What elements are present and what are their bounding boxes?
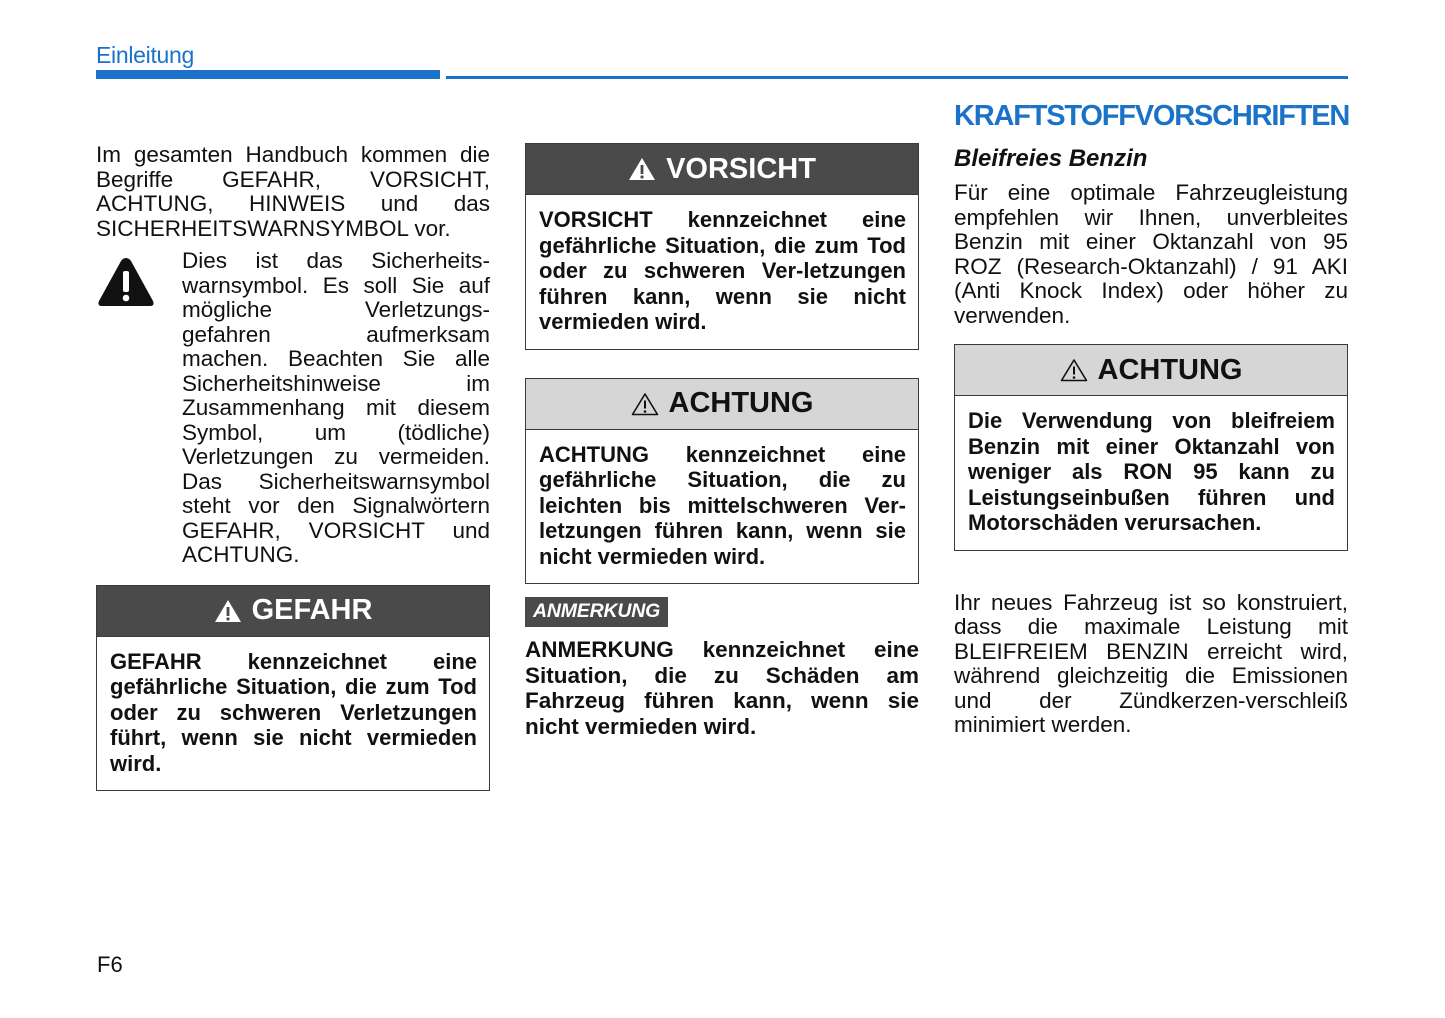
subsection-title: Bleifreies Benzin [954,145,1148,172]
intro-paragraph: Im gesamten Handbuch kommen die Begriffe GEFAHR, VORSICHT, ACHTUNG, HINWEIS und das SICHERHEITSWARNSYMBOL vor. [96,142,490,241]
achtung-body: ACHTUNG kennzeichnet eine gefährliche Situation, die zu leichten bis mittelschweren Ver-letzungen führen kann, wenn sie nicht vermieden wird. [539,441,906,569]
gefahr-body: GEFAHR kennzeichnet eine gefährliche Situation, die zum Tod oder zu schweren Verletzungen führt, wenn sie nicht vermieden wird. [110,648,477,776]
fuel-paragraph: Für eine optimale Fahrzeugleistung empfehlen wir Ihnen, unverbleites Benzin mit einer Oktanzahl von 95 ROZ (Research-Oktanzahl) / 91 AKI (Anti Knock Index) oder höher zu verwenden. [954,180,1348,328]
achtung-title: ACHTUNG [668,387,814,419]
page-title: KRAFTSTOFFVORSCHRIFTEN [954,100,1350,132]
column-middle [525,143,919,739]
header-rule-thin [446,76,1348,79]
vorsicht-body: VORSICHT kennzeichnet eine gefährliche Situation, die zum Tod oder zu schweren Ver-letzungen führen kann, wenn sie nicht vermieden wird. [539,207,906,334]
achtung-header [526,379,918,430]
warning-outline-icon [1060,358,1088,382]
vehicle-paragraph: Ihr neues Fahrzeug ist so konstruiert, dass die maximale Leistung mit BLEIFREIEM BENZIN erreicht wird, während gleichzeitig die Emissionen und der Zündkerzen-verschleiß minimiert werden. [954,589,1348,737]
anmerkung-body: ANMERKUNG kennzeichnet eine Situation, die zu Schäden am Fahrzeug führen kann, wenn sie nicht vermieden wird. [525,637,919,739]
safety-symbol-row [96,249,490,568]
fuel-achtung-body: Die Verwendung von bleifreiem Benzin mit einer Oktanzahl von weniger als RON 95 kann zu Leistungseinbußen führen und Motorschäden verursachen. [968,408,1335,535]
fuel-achtung-box [954,344,1348,551]
anmerkung-block [525,597,919,739]
safety-alert-icon [96,249,182,568]
fuel-achtung-title: ACHTUNG [1097,353,1243,386]
warning-outline-icon [631,392,659,416]
column-right [954,100,1348,738]
warning-icon [214,599,242,623]
gefahr-box [96,585,490,792]
page-number: F6 [97,952,123,977]
vorsicht-box [525,143,919,350]
header-rule-thick [96,70,440,79]
gefahr-title: GEFAHR [251,594,373,626]
fuel-achtung-header [955,345,1347,396]
section-label: Einleitung [96,42,195,68]
achtung-box [525,378,919,585]
vorsicht-title: VORSICHT [666,152,816,185]
column-left [96,143,490,791]
gefahr-header [97,586,489,637]
symbol-description: Dies ist das Sicherheits-warnsymbol. Es soll Sie auf mögliche Verletzungs-gefahren aufmerksam machen. Beachten Sie alle Sicherheitshinweise im Zusammenhang mit diesem Symbol, um (tödliche) Verletzungen zu vermeiden. Das Sicherheitswarnsymbol steht vor den Signalwörtern GEFAHR, VORSICHT und ACHTUNG. [182,248,490,567]
warning-icon [628,157,656,181]
vorsicht-header [526,144,918,195]
anmerkung-tag: ANMERKUNG [525,597,668,627]
